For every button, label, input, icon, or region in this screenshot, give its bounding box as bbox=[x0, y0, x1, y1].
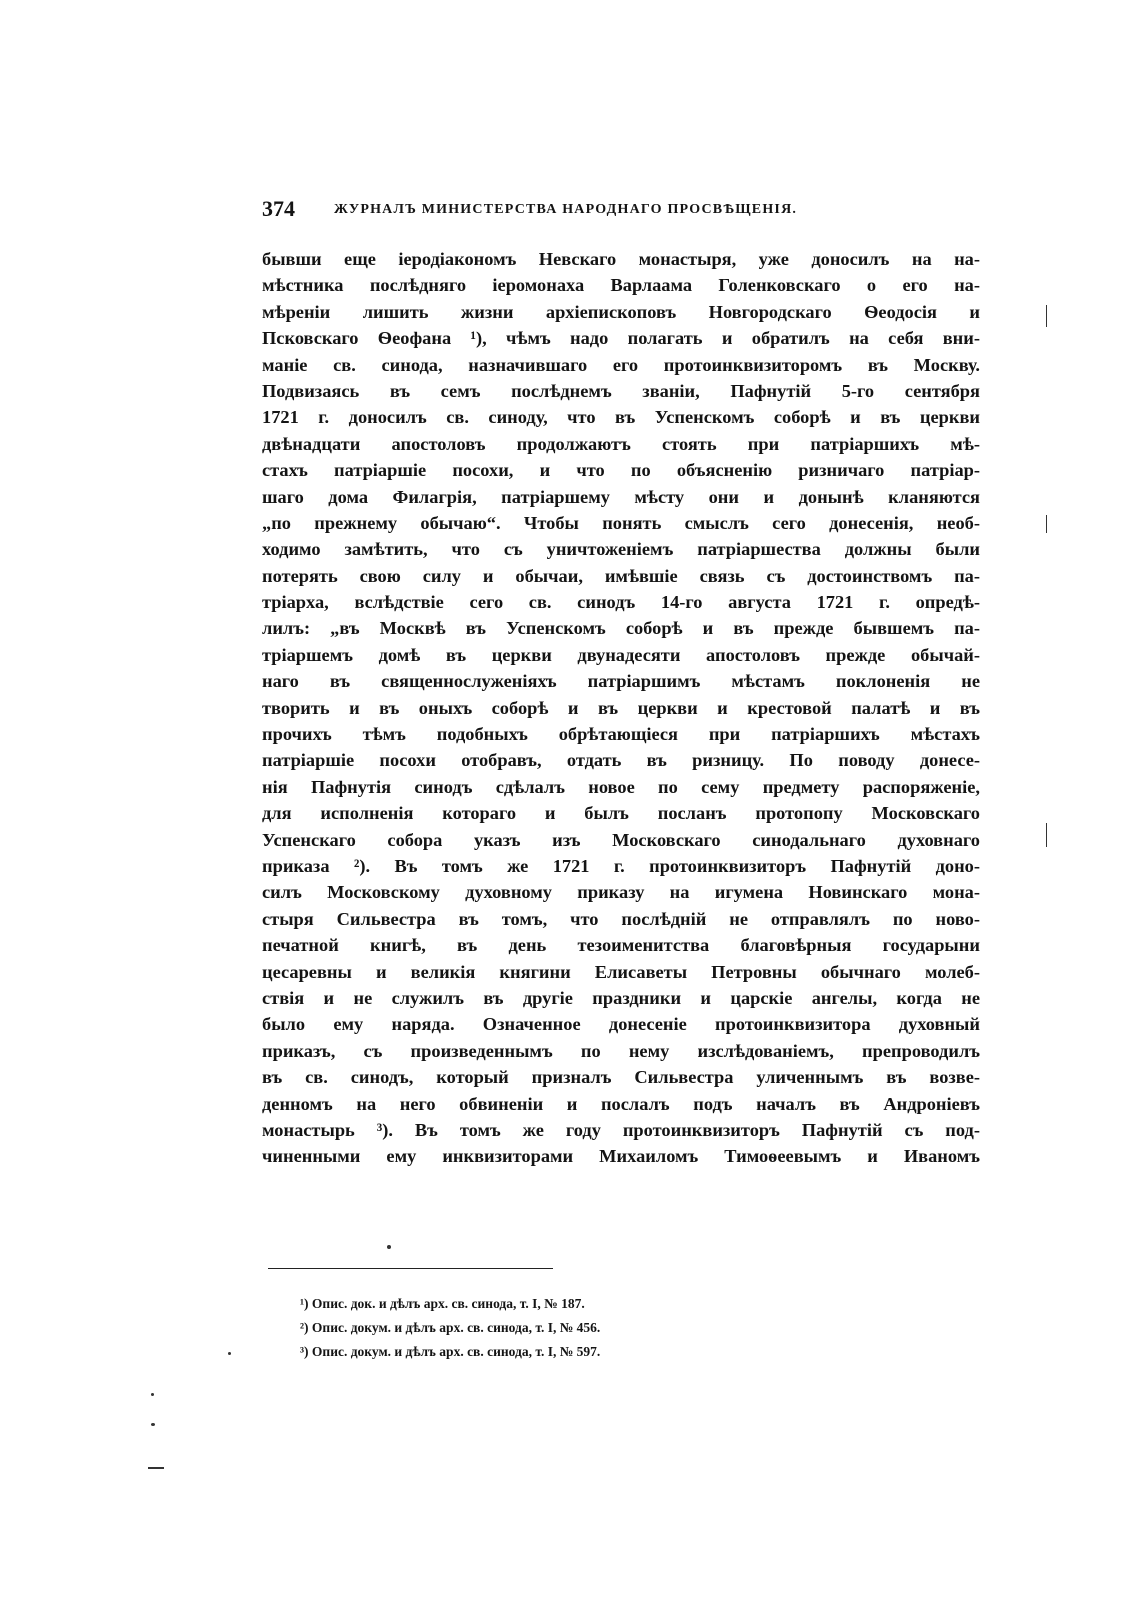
scan-mark bbox=[1046, 823, 1047, 847]
text-line: печатной книгѣ, въ день тезоименитства благовѣрныя государыни bbox=[262, 935, 980, 956]
text-line: стыря Сильвестра въ томъ, что послѣдній не отправлялъ по ново- bbox=[262, 908, 980, 929]
scan-mark bbox=[387, 1245, 391, 1249]
scan-mark bbox=[228, 1352, 231, 1355]
scan-mark bbox=[151, 1393, 154, 1396]
footnotes bbox=[300, 1292, 940, 1364]
text-line: Подвизаясь въ семъ послѣднемъ званіи, Пафнутій 5-го сентября bbox=[262, 380, 980, 401]
text-line: силъ Московскому духовному приказу на игумена Новинскаго мона- bbox=[262, 882, 980, 903]
text-line: монастырь ³). Въ томъ же году протоинквизиторъ Пафнутій съ под- bbox=[262, 1119, 980, 1140]
text-line: приказа ²). Въ томъ же 1721 г. протоинквизиторъ Пафнутій доно- bbox=[262, 855, 980, 876]
body-text bbox=[262, 246, 980, 1170]
text-line: чиненными ему инквизиторами Михаиломъ Тимоѳеевымъ и Иваномъ bbox=[262, 1146, 980, 1167]
text-line: лилъ: „въ Москвѣ въ Успенскомъ соборѣ и въ прежде бывшемъ па- bbox=[262, 618, 980, 639]
text-line: приказъ, съ произведеннымъ по нему изслѣдованіемъ, препроводилъ bbox=[262, 1040, 980, 1061]
text-line: наго въ священнослуженіяхъ патріаршимъ мѣстамъ поклоненія не bbox=[262, 671, 980, 692]
text-line: двѣнадцати апостоловъ продолжаютъ стоять при патріаршихъ мѣ- bbox=[262, 433, 980, 454]
running-head: ЖУРНАЛЪ МИНИСТЕРСТВА НАРОДНАГО ПРОСВѢЩЕНІЯ. bbox=[334, 202, 798, 217]
text-line: Успенскаго собора указъ изъ Московскаго синодальнаго духовнаго bbox=[262, 829, 980, 850]
text-line: въ св. синодъ, который призналъ Сильвестра уличеннымъ въ возве- bbox=[262, 1067, 980, 1088]
text-line: ходимо замѣтить, что съ уничтоженіемъ патріаршества должны были bbox=[262, 539, 980, 560]
text-line: патріаршіе посохи отобравъ, отдать въ ризницу. По поводу донесе- bbox=[262, 750, 980, 771]
text-line: мѣреніи лишить жизни архіепископовъ Новгородскаго Ѳеодосія и bbox=[262, 301, 980, 322]
footnote: ¹) Опис. док. и дѣлъ арх. св. синода, т. I, № 187. bbox=[300, 1296, 585, 1311]
text-line: стахъ патріаршіе посохи, и что по объясненію ризничаго патріар- bbox=[262, 460, 980, 481]
footnote-rule bbox=[268, 1268, 553, 1269]
text-line: бывши еще іеродіакономъ Невскаго монастыря, уже доносилъ на на- bbox=[262, 249, 980, 269]
text-line: тріаршемъ домѣ въ церкви двунадесяти апостоловъ прежде обычай- bbox=[262, 644, 980, 665]
page-header bbox=[262, 196, 982, 226]
text-line: потерять свою силу и обычаи, имѣвшіе связь съ достоинствомъ па- bbox=[262, 565, 980, 586]
text-line: было ему наряда. Означенное донесеніе протоинквизитора духовный bbox=[262, 1014, 980, 1035]
text-line: цесаревны и великія княгини Елисаветы Петровны обычнаго молеб- bbox=[262, 961, 980, 982]
text-line: Псковскаго Ѳеофана ¹), чѣмъ надо полагать и обратилъ на себя вни- bbox=[262, 328, 980, 349]
footnote: ³) Опис. докум. и дѣлъ арх. св. синода, т. I, № 597. bbox=[300, 1344, 601, 1359]
text-line: маніе св. синода, назначившаго его протоинквизиторомъ въ Москву. bbox=[262, 354, 980, 375]
scan-mark bbox=[1046, 305, 1047, 327]
text-line: мѣстника послѣдняго іеромонаха Варлаама Голенковскаго о его на- bbox=[262, 275, 980, 296]
page-number: 374 bbox=[262, 196, 295, 221]
text-line: шаго дома Филагрія, патріаршему мѣсту они и донынѣ кланяются bbox=[262, 486, 980, 507]
text-line: прочихъ тѣмъ подобныхъ обрѣтающіеся при патріаршихъ мѣстахъ bbox=[262, 724, 980, 745]
text-line: денномъ на него обвиненіи и послалъ подъ началъ въ Андроніевъ bbox=[262, 1093, 980, 1114]
text-line: тріарха, вслѣдствіе сего св. синодъ 14-го августа 1721 г. опредѣ- bbox=[262, 592, 980, 613]
text-line: творить и въ оныхъ соборѣ и въ церкви и крестовой палатѣ и въ bbox=[262, 697, 980, 718]
scan-mark bbox=[1046, 515, 1047, 533]
text-line: нія Пафнутія синодъ сдѣлалъ новое по сему предмету распоряженіе, bbox=[262, 776, 980, 797]
text-line: ствія и не служилъ въ другіе праздники и царскіе ангелы, когда не bbox=[262, 987, 980, 1008]
text-line: для исполненія котораго и былъ посланъ протопопу Московскаго bbox=[262, 803, 980, 824]
text-line: „по прежнему обычаю“. Чтобы понять смыслъ сего донесенія, необ- bbox=[262, 512, 980, 533]
text-line: 1721 г. доносилъ св. синоду, что въ Успенскомъ соборѣ и въ церкви bbox=[262, 407, 980, 428]
scan-mark bbox=[148, 1467, 164, 1469]
scan-mark bbox=[151, 1423, 155, 1426]
footnote: ²) Опис. докум. и дѣлъ арх. св. синода, т. I, № 456. bbox=[300, 1320, 601, 1335]
